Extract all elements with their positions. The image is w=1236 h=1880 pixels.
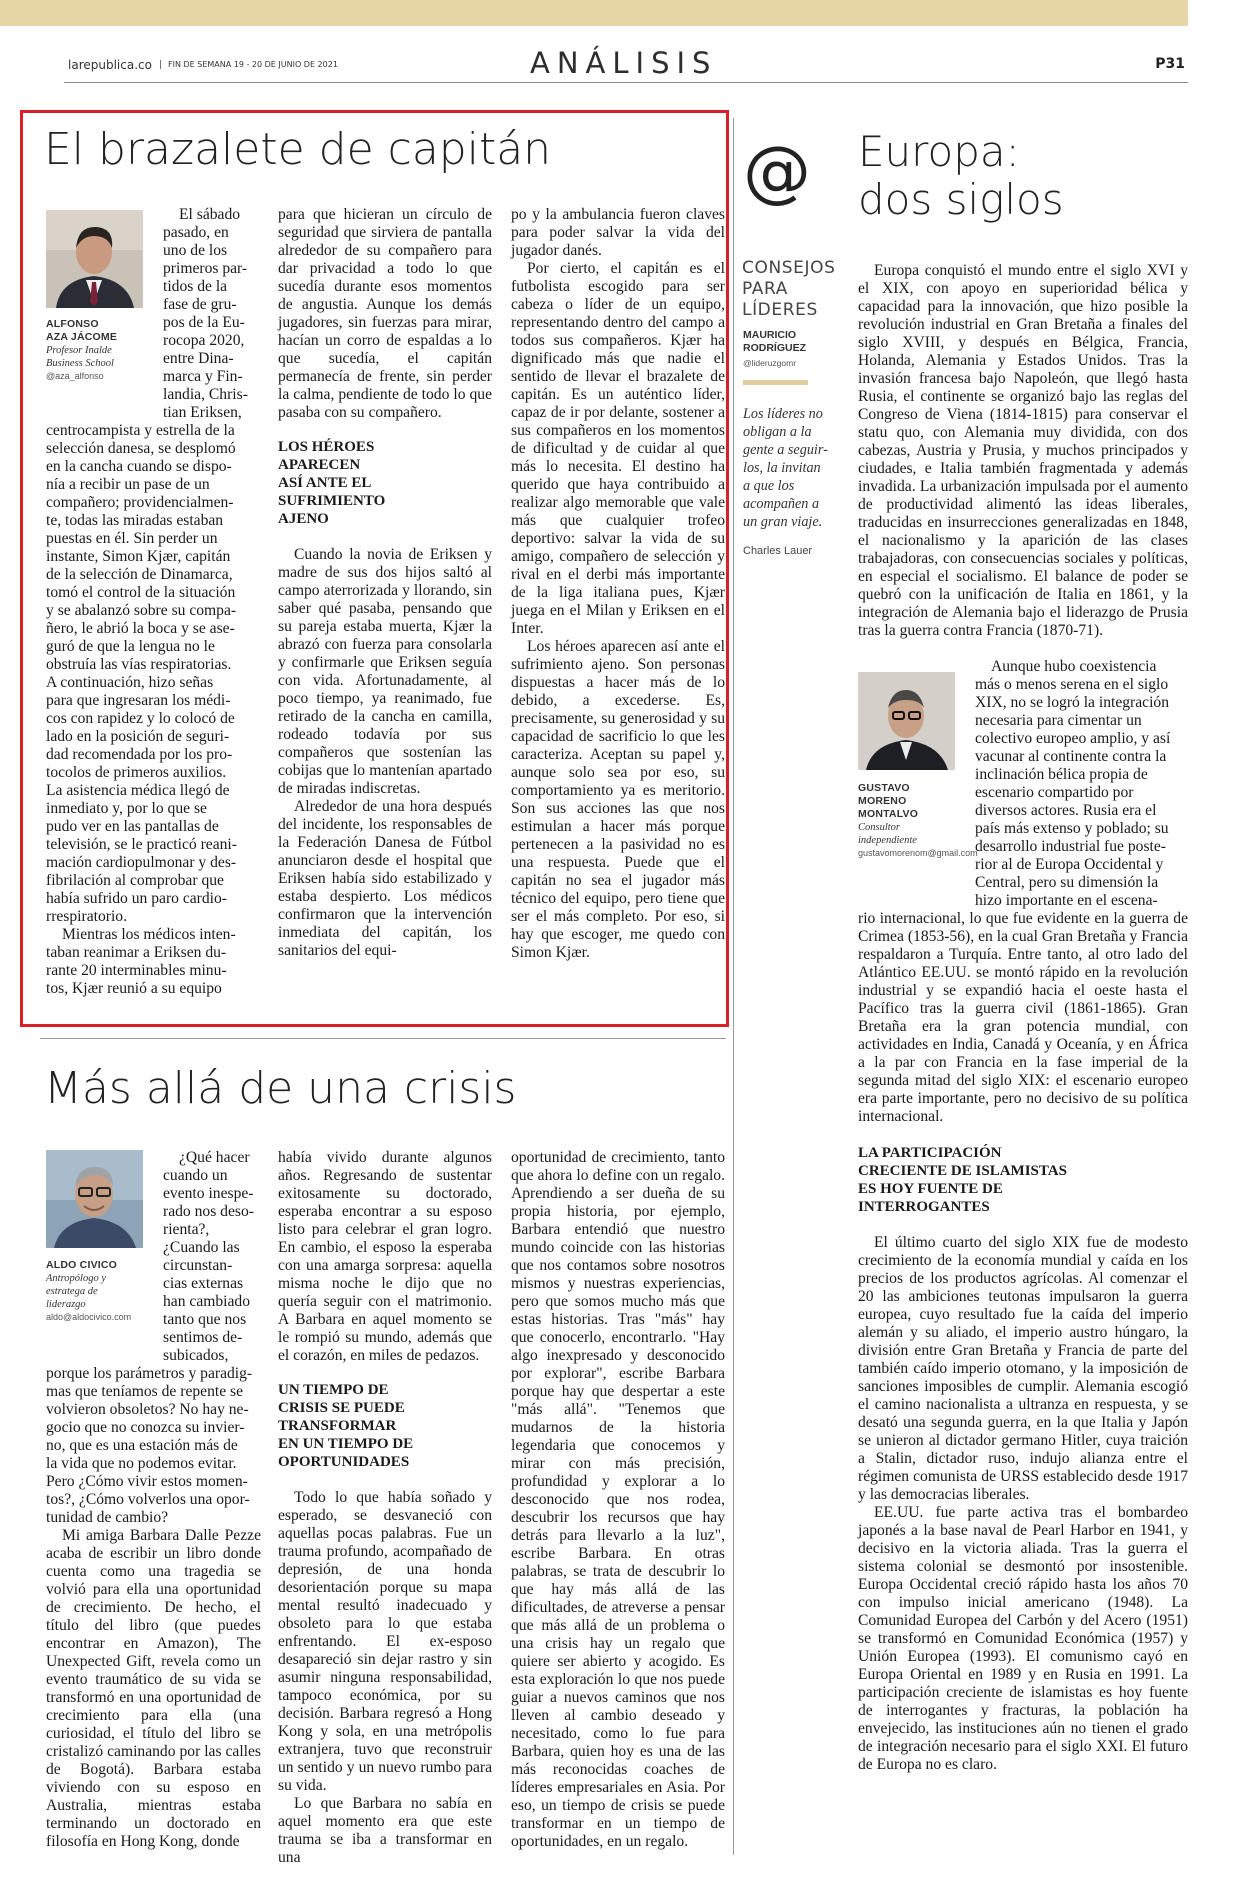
body-column (511, 206, 725, 962)
subheading: LOS HÉROES APARECEN ASÍ ANTE EL SUFRIMIENTO AJENO (278, 439, 386, 527)
body-line: compañero; providencialmen- (46, 494, 234, 511)
body-paragraph: Alrededor de una hora después del incidente, los responsables de la Federación Danesa de Fútbol anunciaron desde el hospital que Eriksen había sido estabilizado y estaba despierto. Los médicos confirmaron que la intervención inmediata del capitán, los sanitarios del equi- (278, 798, 492, 959)
body-paragraph: El último cuarto del siglo XIX fue de modesto crecimiento de la economía mundial y caída en los precios de los productos agrícolas. Al comenzar el 20 las ambiciones teutonas impulsaron la guerra europea, cuyo resultado fue la caída del imperio alemán y su aliado, el imperio austro húngaro, la división entre Gran Bretaña y Francia de parte del también caído imperio otomano, y la imposición de sanciones imposibles de cumplir. Alemania escogió el camino nacionalista a ultranza en respuesta, y se desató una segunda guerra, en la que Italia y Japón se unieron al dictador germano Hitler, cuya traición a Stalin, dictador ruso, indujo alianza entre el régimen comunista de URSS establecido desde 1917 y las democracias liberales. (858, 1234, 1188, 1503)
author-role: Profesor Inalde Business School (46, 345, 114, 369)
body-line: instante, Simon Kjær, capitán (46, 548, 231, 565)
author-photo (858, 672, 955, 770)
body-line: sentimos de- (163, 1329, 243, 1346)
body-line: Pero ¿Cómo vivir estos momen- (46, 1473, 248, 1490)
body-line: diversos actores. Rusia era el (975, 802, 1157, 819)
body-line: pos de la Eu- (163, 314, 245, 331)
body-line: más o menos serena en el siglo (975, 676, 1169, 693)
body-line: uno de los (163, 242, 228, 259)
body-column (46, 1365, 261, 1851)
body-line: han cambiado (163, 1293, 251, 1310)
body-line: inclinación bélica propia de (975, 766, 1148, 783)
body-line: tomó el control de la situación (46, 584, 236, 601)
body-line: rior al de Europa Occidental y (975, 856, 1164, 873)
body-line: televisión, se le practicó reani- (46, 836, 237, 853)
body-line: en la cancha cuando se dispo- (46, 458, 232, 475)
body-line: tanto que nos (163, 1311, 247, 1328)
article-title: Más allá de una crisis (44, 1063, 517, 1114)
body-line: inmediato y, por lo que se (46, 800, 207, 817)
body-paragraph: Los héroes aparecen así ante el sufrimiento ajeno. Son personas dispuestas a hacer más de lo debido, a excederse. Es, precisamente, su generosidad y su capacidad de sacrificio lo que les caracteriza. Aceptan su papel y, aunque solo sea por eso, su comportamiento ya es meritorio. Son sus acciones las que nos estimulan a hacer más porque pertenecen a la pasividad no es una respuesta. Puede que el capitán no sea el jugador más técnico del equipo, pero tiene que ser el más completo. Por eso, si hay que escoger, me quedo con Simon Kjær. (511, 638, 725, 961)
body-column-wrap (163, 206, 261, 422)
page-header (64, 46, 1188, 83)
body-line: desarrollo industrial fue poste- (975, 838, 1166, 855)
body-line: La asistencia médica llegó de (46, 782, 230, 799)
article-title: El brazalete de capitán (44, 124, 552, 175)
site-name[interactable]: larepublica.co (68, 58, 152, 72)
body-line: te, todas las miradas estaban (46, 512, 224, 529)
column-divider (733, 118, 734, 1855)
author-name: ALDO CIVICO (46, 1259, 118, 1271)
author-handle[interactable]: @aza_alfonso (46, 371, 104, 381)
body-line: hizo importante en el escena- (975, 892, 1158, 909)
body-paragraph: Cuando la novia de Eriksen y madre de sus dos hijos saltó al campo aterrorizada y llorando, sin saber qué pasaba, pensando que su pareja estaba muerta, Kjær la abrazó con fuerza para consolarla y confirmarle que Eriksen seguía con vida. Afortunadamente, al poco tiempo, ya reanimado, fue retirado de la cancha en camilla, rodeado todavía por sus compañeros que sostenían las cobijas que lo mantenían apartado de miradas indiscretas. (278, 546, 492, 797)
body-line: necesaria para cimentar un (975, 712, 1142, 729)
body-line: guró de que la lengua no le (46, 638, 215, 655)
body-line: nía a recibir un pase de un (46, 476, 210, 493)
author-handle[interactable]: aldo@aldocivico.com (46, 1312, 132, 1322)
body-line: colectivo europeo amplio, y así (975, 730, 1171, 747)
body-column (46, 422, 261, 998)
body-line: marca y Fin- (163, 368, 243, 385)
body-column (858, 910, 1188, 1774)
body-line: vacunar al continente contra la (975, 748, 1167, 765)
body-line: para que ingresaran los médi- (46, 692, 231, 709)
body-line: cias externas (163, 1275, 244, 1292)
author-name: ALFONSO AZA JÁCOME (46, 318, 118, 343)
author-handle[interactable]: gustavomorenom@gmail.com (858, 848, 978, 858)
body-line: escenario compartido por (975, 784, 1134, 801)
subheading: LA PARTICIPACIÓN CRECIENTE DE ISLAMISTAS ES HOY FUENTE DE INTERROGANTES (858, 1145, 1067, 1215)
body-line: XIX, no se logró la integración (975, 694, 1170, 711)
body-line: volvieron obsoletos? No hay ne- (46, 1401, 249, 1418)
body-line: rienta?, (163, 1221, 210, 1238)
body-line: fibrilación al comprobar que (46, 872, 224, 889)
sidebar-handle[interactable]: @lideruzgomr (743, 358, 797, 368)
body-line: primeros par- (163, 260, 248, 277)
sidebar-accent-bar (743, 380, 808, 385)
body-line: centrocampista y estrella de la (46, 422, 235, 439)
author-role: Antropólogo y estratega de liderazgo (46, 1273, 106, 1310)
body-column (278, 1149, 492, 1867)
body-line: tos?, ¿Cómo volverlos una opor- (46, 1491, 250, 1508)
body-line: no, que es una estación más de (46, 1437, 238, 1454)
article-title: Europa: dos siglos (858, 127, 1064, 224)
at-symbol-icon: @ (743, 132, 811, 211)
top-color-bar (0, 0, 1188, 26)
author-bio (46, 1259, 146, 1324)
body-line: rado nos deso- (163, 1203, 254, 1220)
body-column (511, 1149, 725, 1851)
body-line: puestas en él. Sin perder un (46, 530, 218, 547)
body-column-wrap (975, 658, 1188, 910)
body-line: tian Eriksen, (163, 404, 242, 421)
body-paragraph: Lo que Barbara no sabía en aquel momento era que este trauma se iba a transformar en una (278, 1795, 492, 1866)
body-line: mación cardiopulmonar y des- (46, 854, 237, 871)
body-line: país más extenso y poblado; su (975, 820, 1169, 837)
body-line: ¿Cuando las (163, 1239, 240, 1256)
body-line: rocopa 2020, (163, 332, 245, 349)
body-paragraph: Mi amiga Barbara Dalle Pezze acaba de escribir un libro donde cuenta como una tragedia se volvió para ella una oportunidad de crecimiento. De hecho, el título del libro (que puedes encontrar en Amazon), The Unexpected Gift, revela como un evento traumático de su vida se transformó en una oportunidad de crecimiento para ella (una curiosidad, el título del libro se cristalizó caminando por las calles de Bogotá). Barbara estaba viviendo con su esposo en Australia, mientras estaba terminando un doctorado en filosofía en Hong Kong, donde (46, 1527, 261, 1850)
body-paragraph: había vivido durante algunos años. Regresando de sustentar exitosamente su doctorado, esperaba encontrar a su esposo listo para celebrar el gran logro. En cambio, el esposo la esperaba con una amarga sorpresa: aquella misma noche le dijo que no quería seguir con el matrimonio. A Barbara en aquel momento se le rompió su mundo, además que el corazón, en miles de pedazos. (278, 1149, 492, 1364)
author-bio (46, 318, 146, 383)
body-line: tidos de la (163, 278, 228, 295)
body-paragraph: para que hicieran un círculo de seguridad que sirviera de pantalla alrededor de su compañero para dar privacidad a todo lo que sucedía durante esos momentos de angustia. Aunque los demás jugadores, sin fuerzas para mirar, hacían un corro de espaldas a lo que sucedía, el capitán permanecía de frente, sin perder la calma, pendiente de todo lo que pasaba con su compañero. (278, 206, 492, 421)
body-line: ¿Qué hacer (179, 1149, 250, 1166)
body-column-wrap (163, 1149, 261, 1365)
body-line: pasado, en (163, 224, 229, 241)
body-line: Aunque hubo coexistencia (991, 658, 1157, 675)
section-title: ANÁLISIS (530, 46, 718, 80)
sidebar-author: MAURICIO RODRÍGUEZ (743, 329, 806, 354)
body-line: A continuación, hizo señas (46, 674, 214, 691)
body-line: subicados, (163, 1347, 229, 1364)
body-line: rante 20 interminables minu- (46, 962, 227, 979)
body-paragraph: po y la ambulancia fueron claves para poder salvar la vida del jugador danés. (511, 206, 725, 259)
body-line: porque los parámetros y paradig- (46, 1365, 253, 1382)
body-paragraph: Europa conquistó el mundo entre el siglo XVI y el XIX, con apoyo en superioridad bélica y capacidad para la innovación, que hizo posible la revolución industrial en Gran Bretaña a finales del siglo XVIII, y después en Bélgica, Francia, Holanda, Alemania y Estados Unidos. Tras la invasión francesa bajo Napoleón, que llegó hasta Rusia, el continente se organizó bajo las reglas del Congreso de Viena (1814-1815) para conservar el statu quo, con Alemania muy dividida, con dos cabezas, Austria y Prusia, y muchos principados y ciudades, e Italia también fragmentada y además invadida. La urbanización impulsada por el aumento de productividad alimentó las ideas liberales, traducidas en insurrecciones generalizadas en 1848, el nacionalismo y la aparición de las clases trabajadoras, con consecuencias sociales y políticas, en especial el socialismo. El balance de poder se quebró con la unificación de Italia en 1861, y la integración de Alemania bajo el liderazgo de Prusia tras la guerra contra Francia (1870-71). (858, 262, 1188, 639)
body-paragraph: Por cierto, el capitán es el futbolista escogido para ser cabeza o líder de un equipo, representando dentro del campo a todos sus compañeros. Kjær ha dignificado más que nadie el sentido de llevar el brazalete de capitán. Es un auténtico líder, capaz de ir por delante, sostener a sus compañeros en los momentos de dificultad y de cuidar al que más lo necesita. El destino ha querido que haya contribuido a realizar algo memorable que vale más que cualquier trofeo deportivo: salvar la vida de su amigo, compañero de selección y rival en el derbi más importante de la liga italiana pues, Kjær juega en el Milan y Eriksen en el Inter. (511, 260, 725, 637)
body-column (278, 206, 492, 960)
body-paragraph: rio internacional, lo que fue evidente en la guerra de Crimea (1853-56), en la cual Gran Bretaña y Francia respaldaron a Turquía. Entre tanto, al otro lado del Atlántico EE.UU. se montó rápido en la revolución industrial y se expandió hacia el oeste hasta el Pacífico tras la guerra civil (1861-1865). Gran Bretaña era la gran potencia mundial, con actividades en India, Canadá y Oceanía, y en África a la par con Francia en la fase imperial de la segunda mitad del siglo XIX: el escenario europeo era parte importante, pero no decisivo de su política internacional. (858, 910, 1188, 1125)
author-photo (46, 1150, 143, 1248)
body-line: pudo ver en las pantallas de (46, 818, 219, 835)
body-line: selección danesa, se desplomó (46, 440, 236, 457)
author-bio (858, 782, 978, 860)
body-line: cuando un (163, 1167, 228, 1184)
body-line: lado en la posición de seguri- (46, 728, 230, 745)
body-line: tocolos de primeros auxilios. (46, 764, 227, 781)
subheading: UN TIEMPO DE CRISIS SE PUEDE TRANSFORMAR EN UN TIEMPO DE OPORTUNIDADES (278, 1382, 414, 1470)
body-line: circunstan- (163, 1257, 233, 1274)
body-line: entre Dina- (163, 350, 234, 367)
body-line: El sábado (179, 206, 241, 223)
body-line: rrespiratorio. (46, 908, 127, 925)
author-photo (46, 210, 143, 308)
body-line: taban reanimar a Eriksen du- (46, 944, 227, 961)
quote-source: Charles Lauer (743, 545, 813, 557)
body-line: dad recomendada por los pro- (46, 746, 233, 763)
body-line: la vida que no podemos evitar. (46, 1455, 237, 1472)
page-number: P31 (1155, 56, 1185, 72)
body-line: Mientras los médicos inten- (62, 926, 236, 943)
body-line: tos, Kjær reunió a su equipo (46, 980, 222, 997)
body-column (858, 262, 1188, 640)
body-line: obstruía las vías respiratorias. (46, 656, 232, 673)
body-line: gocio que no conozca su invier- (46, 1419, 245, 1436)
body-paragraph: oportunidad de crecimiento, tanto que ahora lo define con un regalo. Aprendiendo a ser dueña de su propia historia, por ejemplo, Barbara entendió que nuestro mundo coincide con las historias que nos contamos sobre nosotros mismos y nuestras experiencias, pero que somos mucho más que estas historias. Tras "más" hay que conocerlo, encontrarlo. "Hay algo inexpresado y desconocido por explorar", escribe Barbara porque hay que despertar a este "más allá". "Tenemos que mudarnos de la historia legendaria que conocemos y mirar con más precisión, profundidad y explorar a lo desconocido que nos rodea, descubrir los recursos que hay detrás para llevarlo a la luz", escribe Barbara. En otras palabras, se trata de descubrir lo que hay más allá de las dificultades, de atreverse a pensar que más allá de un problema o una crisis hay un regalo que quiere ser abierto y acogido. Es esta exploración lo que nos puede guiar a nuevos caminos que nos lleven al cambio deseado y necesitado, como lo fue para Barbara, quien hoy es una de las más reconocidas coaches de líderes empresariales en Asia. Por eso, un tiempo de crisis se puede transformar en un tiempo de oportunidades, en un regalo. (511, 1149, 725, 1850)
issue-date: FIN DE SEMANA 19 - 20 DE JUNIO DE 2021 (160, 60, 338, 69)
body-line: tunidad de cambio? (46, 1509, 169, 1526)
body-line: y se abalanzó sobre su compa- (46, 602, 237, 619)
sidebar-quote: Los líderes no obligan a la gente a seguir- los, la invitan a que los acompañen a un gran viaje. (743, 406, 828, 530)
body-line: Central, pero su dimensión la (975, 874, 1159, 891)
author-role: Consultor independiente (858, 822, 917, 846)
body-line: ñero, le abrió la boca y se ase- (46, 620, 235, 637)
body-line: de la selección de Dinamarca, (46, 566, 233, 583)
article-divider (40, 1038, 726, 1039)
body-line: landia, Chris- (163, 386, 248, 403)
body-line: había sufrido un paro cardio- (46, 890, 227, 907)
body-line: evento inespe- (163, 1185, 254, 1202)
body-line: fase de gru- (163, 296, 237, 313)
body-line: mas que teníamos de repente se (46, 1383, 244, 1400)
author-name: GUSTAVO MORENO MONTALVO (858, 782, 919, 820)
body-paragraph: EE.UU. fue parte activa tras el bombardeo japonés a la base naval de Pearl Harbor en 1941, y decisivo en la victoria aliada. Tras la guerra el sistema colonial se desmontó por insostenible. Europa Occidental creció rápido hasta los años 70 con impulso inicial americano (1948). La Comunidad Europea del Carbón y del Acero (1951) se transformó en Comunidad Económica (1957) y Unión Europea (1993). El comunismo cayó en Europa Oriental en 1989 y en Rusia en 1991. La participación creciente de islamistas es hoy fuente de interrogantes y fracturas, la población ha envejecido, las instituciones aún no tienen el grado de integración necesario para el siglo XXI. El futuro de Europa no es claro. (858, 1504, 1188, 1773)
column-label: CONSEJOS PARA LÍDERES (742, 258, 836, 320)
body-paragraph: Todo lo que había soñado y esperado, se desvaneció con aquellas pocas palabras. Fue un trauma profundo, acompañado de depresión, de una honda desorientación porque su mapa mental resultó inadecuado y obsoleto para lo que estaba enfrentando. El ex-esposo desapareció sin dejar rastro y sin asumir ninguna responsabilidad, tampoco económica, por su decisión. Barbara regresó a Hong Kong y sola, en una metrópolis extranjera, tuvo que reconstruir un sentido y un nuevo rumbo para su vida. (278, 1489, 492, 1794)
body-line: cos con rapidez y lo colocó de (46, 710, 235, 727)
